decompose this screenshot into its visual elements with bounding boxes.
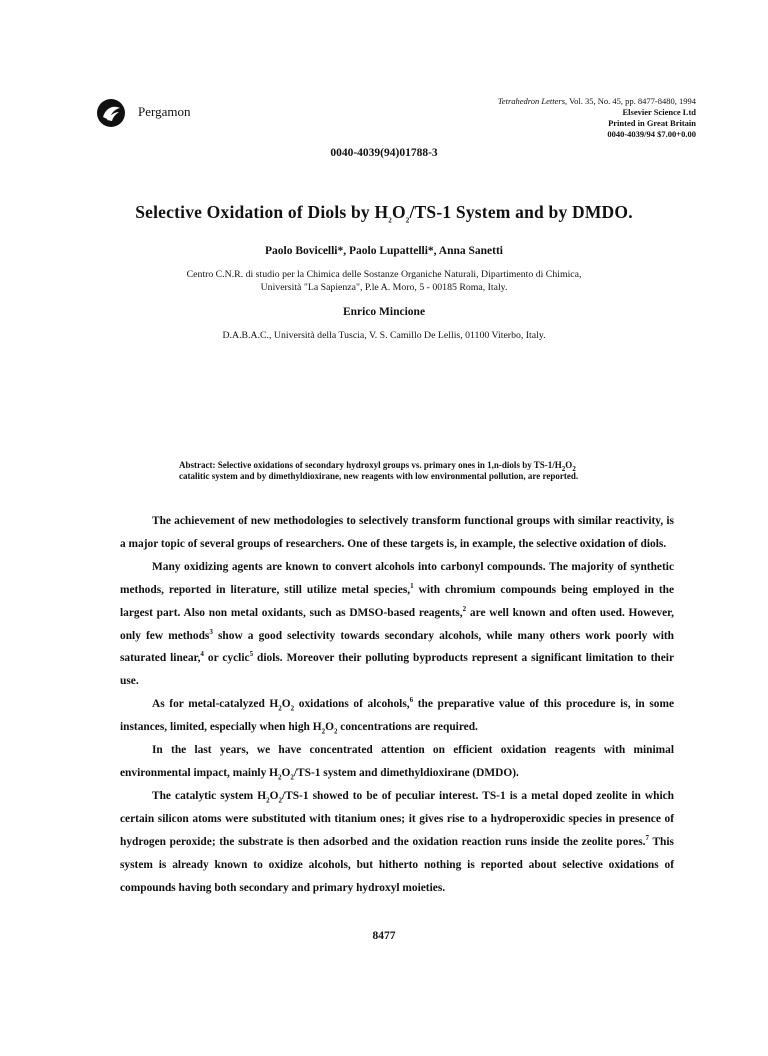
journal-volume: , Vol. 35, No. 45, pp. 8477-8480, 1994 — [565, 96, 696, 106]
paragraph-2: Many oxidizing agents are known to convert alcohols into carbonyl compounds. The majority of synthetic methods, reported in literature, still utilize metal species,$^1$ with chromium compounds being employed in the largest part. Also non metal oxidants, such as DMSO-based reagents,$^2$ are well known and often used. However, only few methods$^3$ show a good selectivity towards secondary alcohols, while many others work poorly with saturated linear,$^4$ or cyclic$^5$ diols. Moreover their polluting byproducts represent a significant limitation to their use. — [120, 560, 675, 688]
page-number: 8477 — [372, 930, 396, 942]
pergamon-logo-icon — [96, 98, 126, 128]
author-2: Enrico Mincione — [342, 306, 426, 318]
publisher-name: Pergamon — [138, 104, 191, 119]
paragraph-3: As for metal-catalyzed $H_2O_2$ oxidations of alcohols,$^6$ the preparative value of this procedure is, in some instances, limited, especially when high $H_2O_2$ concentrations are required. — [120, 696, 675, 736]
journal-citation — [366, 96, 696, 107]
journal-line-publisher: Elsevier Science Ltd — [622, 107, 696, 117]
abstract-label: Abstract: — [179, 460, 216, 470]
article-code: 0040-4039(94)01788-3 — [330, 147, 438, 159]
journal-name: Tetrahedron Letters — [497, 96, 566, 106]
body-text — [120, 510, 674, 899]
affiliation-2: D.A.B.A.C., Università della Tuscia, V. S. Camillo De Lellis, 01100 Viterbo, Italy. — [222, 330, 546, 341]
paper-title: Selective Oxidation of Diols by $H_2O_2/TS-1$ System and by DMDO. — [135, 202, 633, 225]
paragraph-1: The achievement of new methodologies to selectively transform functional groups with similar reactivity, is a major topic of several groups of researchers. One of these targets is, in example, the selective oxidation of diols. — [120, 515, 674, 550]
journal-info — [366, 96, 696, 140]
author-list: Paolo Bovicelli*, Paolo Lupattelli*, Anna Sanetti — [265, 245, 503, 257]
journal-line-price: 0040-4039/94 $7.00+0.00 — [607, 129, 696, 139]
affiliation-1: Centro C.N.R. di studio per la Chimica delle Sostanze Organiche Naturali, Dipartimento di Chimica, Università "La Sapienza", P.le A. Moro, 5 - 00185 Roma, Italy. — [186, 269, 582, 293]
journal-line-printed: Printed in Great Britain — [608, 118, 696, 128]
abstract: Abstract: Selective oxidations of secondary hydroxyl groups vs. primary ones in 1,n-diols by $TS-1/H_2O_2$ catalitic system and by dimethyldioxirane, new reagents with low environmental pollution, are reported. — [179, 460, 579, 482]
paragraph-4: In the last years, we have concentrated attention on efficient oxidation reagents with minimal environmental impact, mainly $H_2O_2/TS-1$ system and dimethyldioxirane (DMDO). — [120, 744, 674, 782]
paragraph-5: The catalytic system $H_2O_2/TS-1$ showed to be of peculiar interest. TS-1 is a metal doped zeolite in which certain silicon atoms were substituted with titanium ones; it gives rise to a hydroperoxidic species in presence of hydrogen peroxide; the substrate is then adsorbed and the oxidation reaction runs inside the zeolite pores.$^7$ This system is already known to oxidize alcohols, but hitherto nothing is reported about selective oxidations of compounds having both secondary and primary hydroxyl moieties. — [120, 789, 674, 894]
